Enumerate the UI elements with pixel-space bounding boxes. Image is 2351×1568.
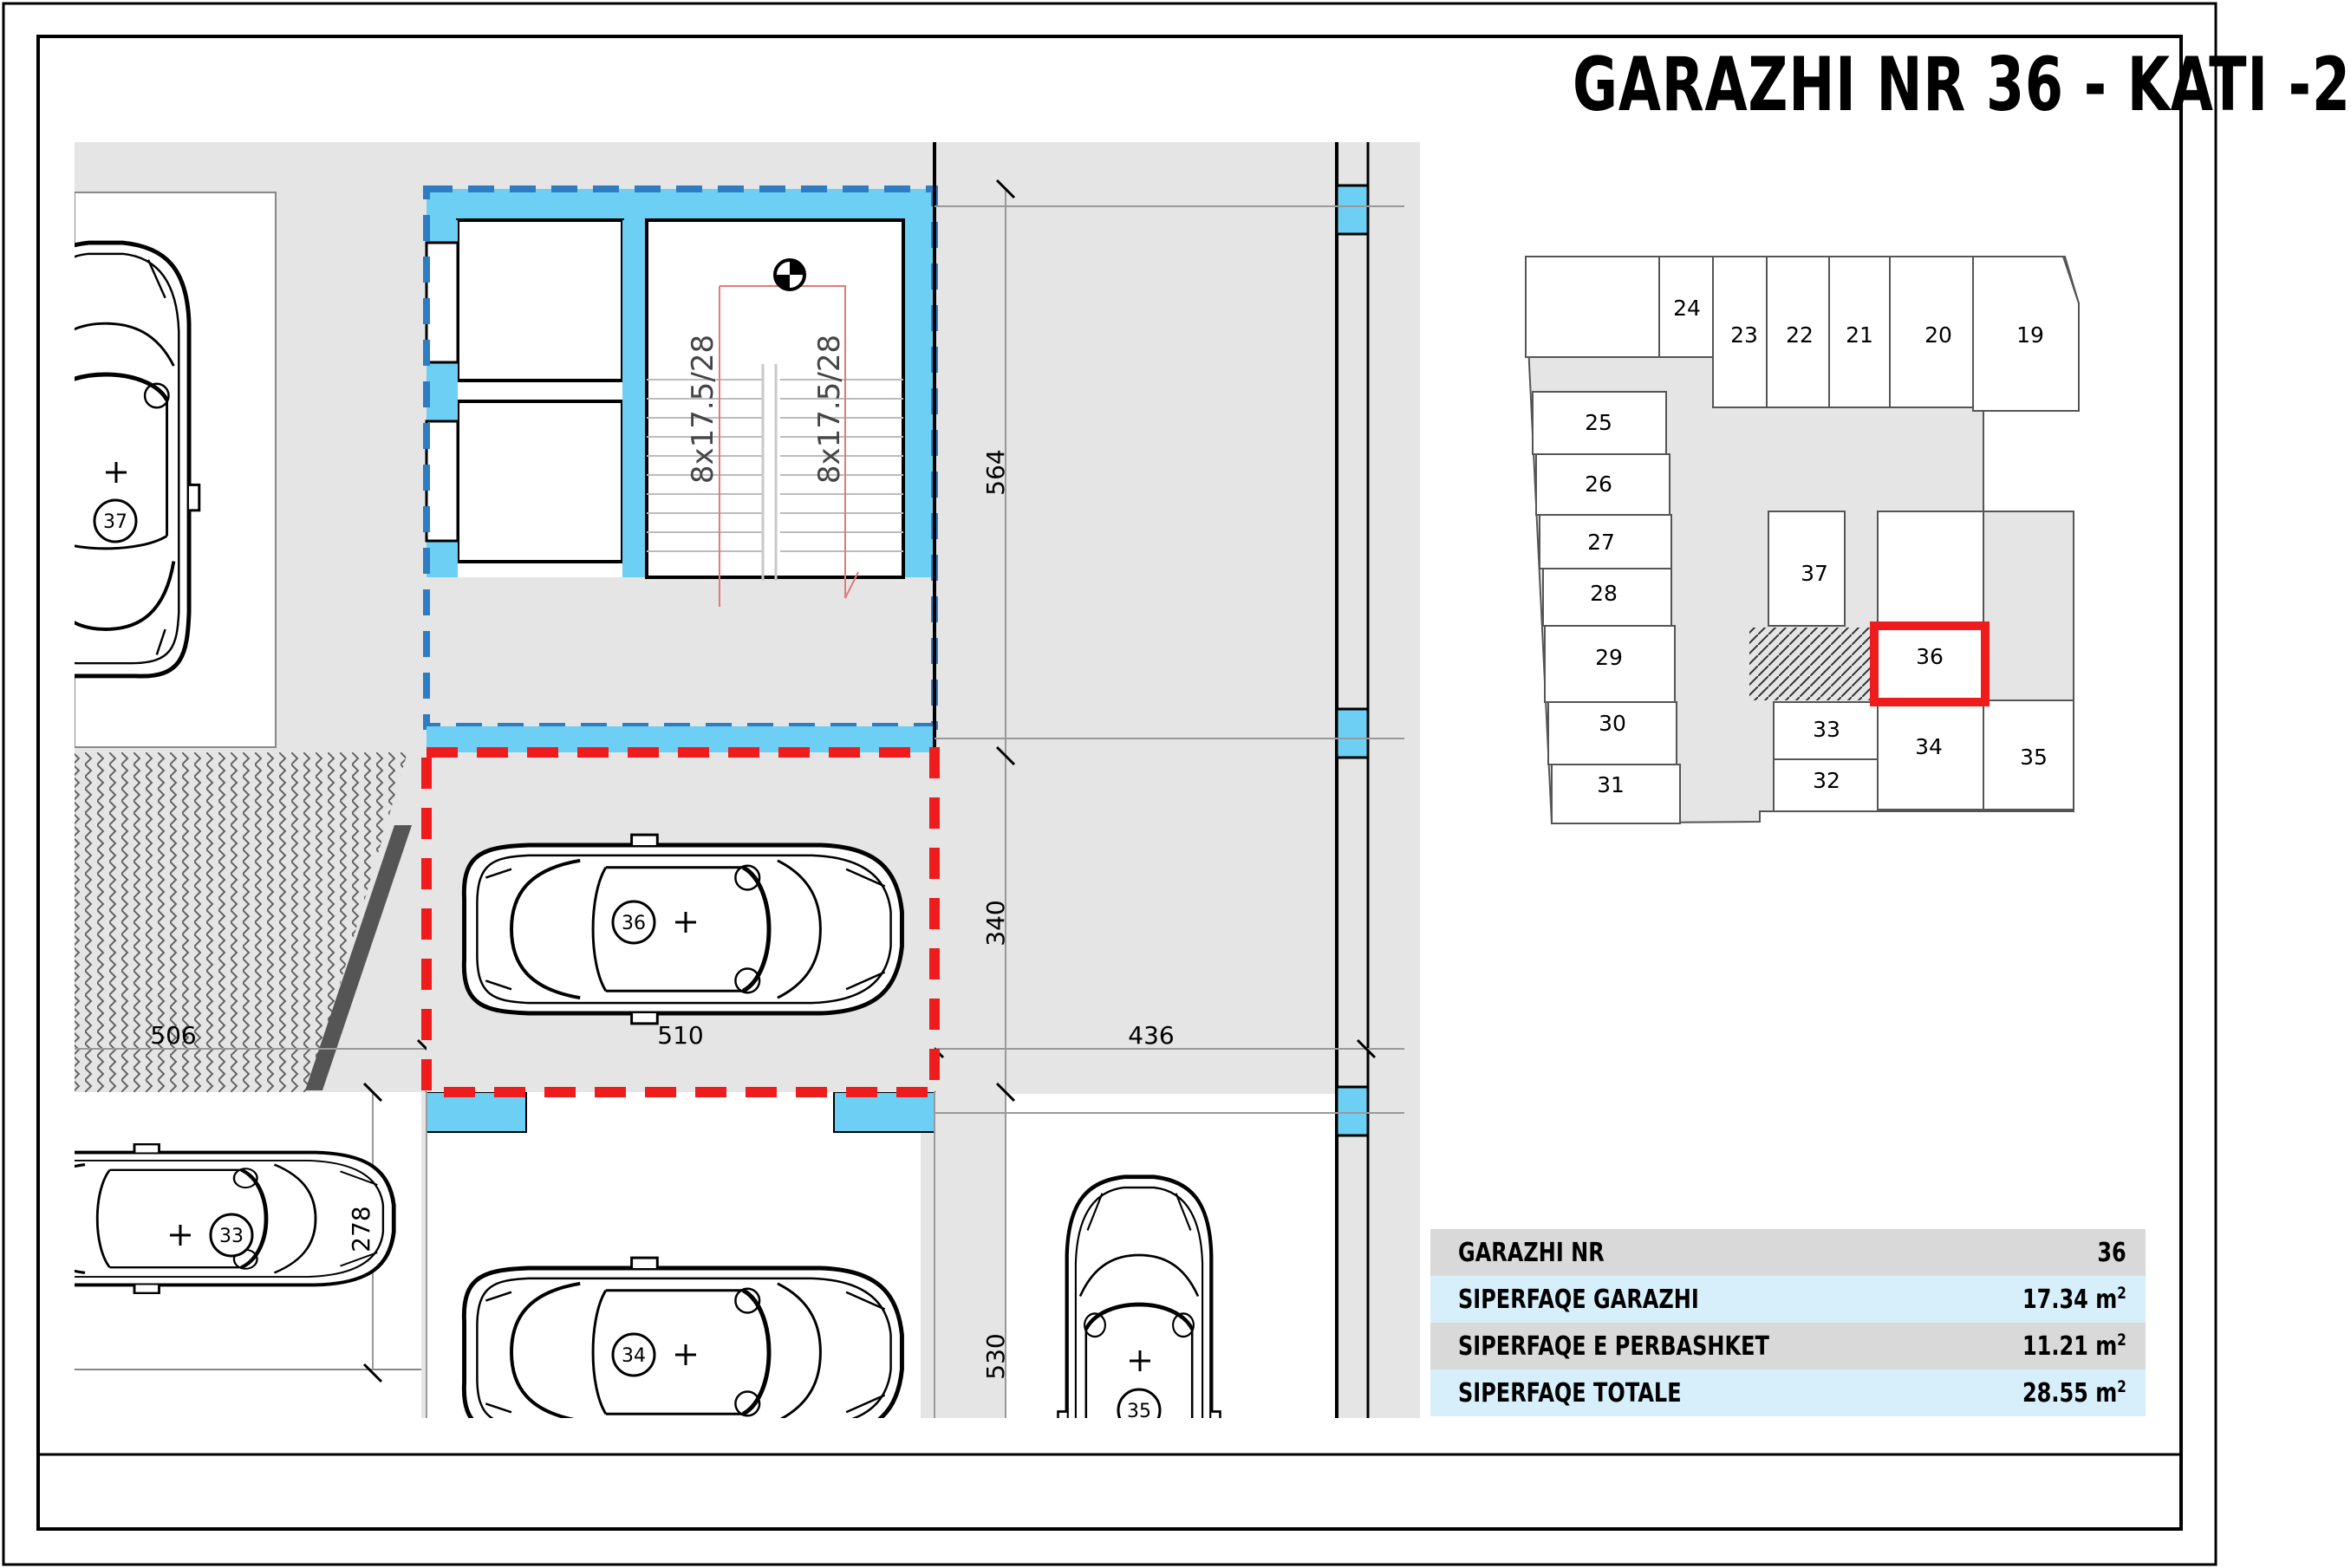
elevator-1 (458, 220, 622, 381)
dim-278: 278 (347, 1206, 375, 1252)
info-unit-exponent: 2 (2117, 1377, 2126, 1396)
car-35 (1058, 1177, 1221, 1568)
car-label-34: 34 (622, 1345, 646, 1367)
key-label-26: 26 (1585, 472, 1612, 497)
elevator-2 (458, 401, 622, 562)
survey-point-icon (775, 260, 804, 290)
car-label-33: 33 (219, 1226, 244, 1247)
info-value: 11.21 m (2022, 1331, 2118, 1362)
key-label-21: 21 (1846, 322, 1873, 348)
key-label-27: 27 (1587, 530, 1615, 555)
car-37 (12, 243, 199, 676)
key-label-33: 33 (1813, 717, 1840, 742)
car-33 (0, 1144, 394, 1293)
car-34 (464, 1258, 902, 1447)
stair-label-left: 8x17.5/28 (686, 334, 720, 485)
key-label-24: 24 (1673, 296, 1701, 321)
key-label-36: 36 (1916, 644, 1944, 669)
info-unit-exponent: 2 (2117, 1331, 2126, 1350)
car-label-36: 36 (622, 913, 646, 934)
info-row-garage-area (1430, 1276, 2146, 1323)
key-label-32: 32 (1813, 768, 1840, 793)
info-row-common-area (1430, 1323, 2146, 1370)
info-label: SIPERFAQE GARAZHI (1458, 1284, 1699, 1315)
dim-530: 530 (981, 1333, 1010, 1380)
garage-info-table (1430, 1229, 2146, 1416)
stair-label-right: 8x17.5/28 (812, 334, 847, 485)
dim-564: 564 (981, 449, 1010, 496)
dim-436: 436 (1128, 1021, 1175, 1050)
info-value: 28.55 m (2022, 1378, 2118, 1409)
info-label: SIPERFAQE TOTALE (1458, 1377, 1682, 1409)
key-label-29: 29 (1595, 645, 1623, 670)
dim-506: 506 (150, 1021, 197, 1050)
page-title: GARAZHI NR 36 - KATI -2 (1573, 42, 2351, 128)
key-label-37: 37 (1801, 561, 1828, 586)
key-label-35: 35 (2020, 745, 2048, 770)
dim-340: 340 (981, 900, 1010, 947)
key-label-22: 22 (1786, 322, 1814, 348)
info-unit-exponent: 2 (2117, 1284, 2126, 1303)
key-label-34: 34 (1915, 734, 1943, 759)
info-value: 17.34 m (2022, 1285, 2118, 1315)
car-label-37: 37 (103, 511, 127, 533)
key-label-20: 20 (1924, 322, 1952, 348)
car-partial (0, 1449, 390, 1568)
key-label-19: 19 (2016, 322, 2044, 348)
dim-510: 510 (657, 1021, 704, 1050)
info-row-total-area (1430, 1370, 2146, 1416)
car-label-35: 35 (1127, 1401, 1151, 1422)
info-row-garage-number (1430, 1229, 2146, 1276)
info-label: SIPERFAQE E PERBASHKET (1458, 1331, 1769, 1362)
key-label-31: 31 (1597, 772, 1625, 797)
key-label-28: 28 (1590, 581, 1618, 606)
car-36 (464, 835, 902, 1024)
info-label: GARAZHI NR (1458, 1237, 1605, 1268)
key-label-25: 25 (1585, 410, 1612, 435)
key-label-30: 30 (1599, 711, 1626, 736)
info-value: 36 (2097, 1237, 2126, 1268)
key-label-23: 23 (1730, 322, 1758, 348)
